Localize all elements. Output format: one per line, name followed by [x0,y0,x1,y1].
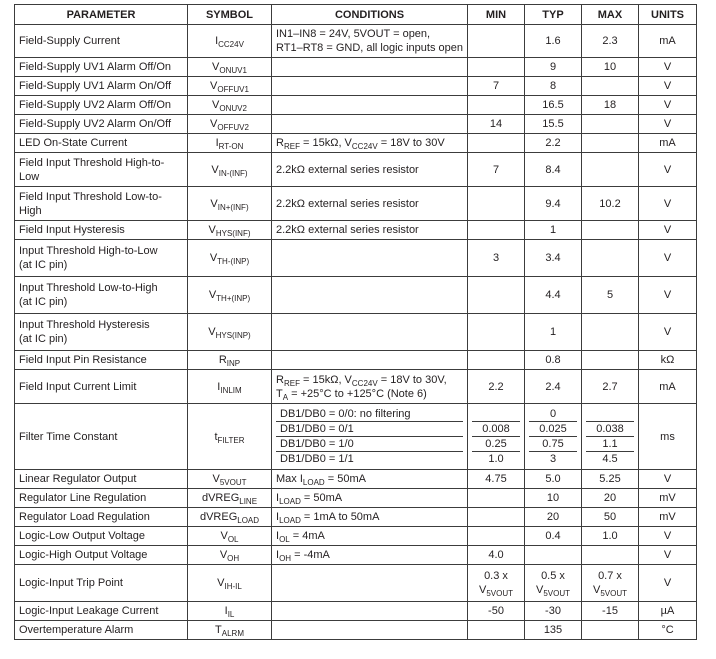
conditions-cell [272,565,468,602]
typ-cell: 3.4 [525,240,582,277]
typ-cell: 4.4 [525,277,582,314]
conditions-cell [272,240,468,277]
symbol-cell: $V_{IN-(INF)}$ [188,153,272,187]
min-cell: 4.75 [468,470,525,489]
symbol-cell: $V_{TH-(INP)}$ [188,240,272,277]
filter-max-value: 1.1 [586,437,634,452]
units-cell: V [639,470,697,489]
conditions-cell: $I_{OL} = 4mA$ [272,527,468,546]
max-cell [582,221,639,240]
symbol-cell: $V_{HYS(INP)}$ [188,314,272,351]
param-cell: Input Threshold High-to-Low (at IC pin) [15,240,188,277]
typ-cell: 8 [525,77,582,96]
symbol-cell: $I_{CC24V}$ [188,25,272,58]
typ-cell: 10 [525,489,582,508]
min-cell: 7 [468,153,525,187]
filter-typ-value: 0.75 [529,437,577,452]
param-cell: Input Threshold Low-to-High (at IC pin) [15,277,188,314]
typ-cell: 20 [525,508,582,527]
param-cell: Field-Supply UV2 Alarm On/Off [15,115,188,134]
units-cell: kΩ [639,351,697,370]
max-cell: 2.7 [582,370,639,404]
header-symbol: SYMBOL [188,5,272,25]
units-cell: V [639,277,697,314]
units-cell: V [639,77,697,96]
symbol-cell: $I_{RT-ON}$ [188,134,272,153]
min-cell: 3 [468,240,525,277]
param-cell: Logic-High Output Voltage [15,546,188,565]
typ-cell: 16.5 [525,96,582,115]
param-cell: Logic-Low Output Voltage [15,527,188,546]
max-cell [582,546,639,565]
table-row [15,404,697,470]
max-cell: 0.7 x $V_{5VOUT}$ [582,565,639,602]
min-cell [468,314,525,351]
table-row [15,25,697,58]
min-cell: 4.0 [468,546,525,565]
min-cell [468,96,525,115]
table-row [15,221,697,240]
header-conditions: CONDITIONS [272,5,468,25]
typ-cell [525,546,582,565]
units-cell: V [639,58,697,77]
max-cell: 5.25 [582,470,639,489]
conditions-cell [272,277,468,314]
filter-max-value: 0.038 [586,422,634,437]
filter-min-value: 1.0 [488,453,504,465]
max-cell [582,153,639,187]
max-cell [582,115,639,134]
min-cell: 7 [468,77,525,96]
min-cell [468,134,525,153]
conditions-cell: $I_{OH} = -4mA$ [272,546,468,565]
min-cell [468,621,525,640]
min-cell [468,527,525,546]
max-cell [582,240,639,277]
filter-typ-value: 0 [529,407,577,422]
header-max: MAX [582,5,639,25]
param-cell: Field Input Threshold High-to- Low [15,153,188,187]
table-row [15,489,697,508]
typ-cell: 1 [525,314,582,351]
typ-cell: 9.4 [525,187,582,221]
conditions-cell [272,115,468,134]
table-row [15,240,697,277]
min-cell [468,489,525,508]
max-cell: 2.3 [582,25,639,58]
max-cell: 5 [582,277,639,314]
header-typ: TYP [525,5,582,25]
filter-cond: DB1/DB0 = 0/0: no filtering [276,407,463,422]
typ-cell: 8.4 [525,153,582,187]
units-cell: V [639,115,697,134]
filter-min-value: 0.008 [472,422,520,437]
symbol-cell: $V_{OH}$ [188,546,272,565]
filter-conditions [272,404,468,470]
filter-cond: DB1/DB0 = 0/1 [276,422,463,437]
table-row [15,546,697,565]
max-cell [582,621,639,640]
table-row [15,58,697,77]
table-row [15,277,697,314]
table-row [15,187,697,221]
symbol-cell: $I_{INLIM}$ [188,370,272,404]
min-cell: 0.3 x $V_{5VOUT}$ [468,565,525,602]
param-cell: Field Input Pin Resistance [15,351,188,370]
header-units: UNITS [639,5,697,25]
units-cell: V [639,221,697,240]
typ-cell: 0.5 x $V_{5VOUT}$ [525,565,582,602]
min-cell [468,58,525,77]
units-cell: V [639,240,697,277]
typ-cell: 2.2 [525,134,582,153]
typ-cell: 2.4 [525,370,582,404]
min-cell [468,277,525,314]
param-cell: LED On-State Current [15,134,188,153]
symbol-cell: dVREG$_{LINE}$ [188,489,272,508]
units-cell: mV [639,489,697,508]
units-cell: V [639,187,697,221]
param-cell: Field Input Current Limit [15,370,188,404]
conditions-cell: $I_{LOAD} = 50mA$ [272,489,468,508]
table-row [15,527,697,546]
units-cell: mV [639,508,697,527]
min-cell [468,221,525,240]
typ-cell: 0.8 [525,351,582,370]
filter-typ-value: 3 [549,453,557,465]
max-cell: 20 [582,489,639,508]
symbol-cell: $V_{OFFUV2}$ [188,115,272,134]
conditions-cell [272,58,468,77]
units-cell: V [639,153,697,187]
min-cell [468,187,525,221]
table-row [15,96,697,115]
symbol-cell: $I_{IL}$ [188,602,272,621]
typ-cell: 1.6 [525,25,582,58]
filter-min [468,404,525,470]
filter-typ [525,404,582,470]
units-cell: ms [639,404,697,470]
conditions-cell [272,351,468,370]
symbol-cell: $V_{ONUV2}$ [188,96,272,115]
min-cell [468,351,525,370]
table-row [15,134,697,153]
filter-min-value [472,407,520,422]
typ-cell: 135 [525,621,582,640]
max-cell [582,351,639,370]
max-cell [582,77,639,96]
param-cell: Filter Time Constant [15,404,188,470]
conditions-cell [272,77,468,96]
table-row [15,115,697,134]
conditions-cell: 2.2kΩ external series resistor [272,187,468,221]
symbol-cell: $V_{OFFUV1}$ [188,77,272,96]
max-cell: -15 [582,602,639,621]
param-cell: Field-Supply UV1 Alarm On/Off [15,77,188,96]
typ-cell: -30 [525,602,582,621]
header-min: MIN [468,5,525,25]
symbol-cell: $V_{HYS(INF)}$ [188,221,272,240]
param-cell: Linear Regulator Output [15,470,188,489]
filter-cond: DB1/DB0 = 1/0 [276,437,463,452]
param-cell: Logic-Input Trip Point [15,565,188,602]
units-cell: mA [639,370,697,404]
filter-max-value [586,407,634,422]
table-row [15,470,697,489]
electrical-characteristics-table [14,4,697,640]
symbol-cell: $V_{OL}$ [188,527,272,546]
filter-min-value: 0.25 [472,437,520,452]
filter-cond: DB1/DB0 = 1/1 [280,453,354,465]
conditions-cell: 2.2kΩ external series resistor [272,221,468,240]
units-cell: V [639,546,697,565]
units-cell: °C [639,621,697,640]
units-cell: V [639,96,697,115]
units-cell: mA [639,134,697,153]
typ-cell: 15.5 [525,115,582,134]
conditions-cell: $R_{REF} = 15k\Omega$, $V_{CC24V} = 18V$ to 30V, $T_A = +25^\circ C$ to +125°C (Note 6) [272,370,468,404]
table-row [15,565,697,602]
typ-cell: 9 [525,58,582,77]
param-cell: Logic-Input Leakage Current [15,602,188,621]
table-row [15,314,697,351]
symbol-cell: $V_{TH+(INP)}$ [188,277,272,314]
table-row [15,508,697,527]
param-cell: Field-Supply UV1 Alarm Off/On [15,58,188,77]
units-cell: µA [639,602,697,621]
min-cell: 2.2 [468,370,525,404]
symbol-cell: $V_{IH-IL}$ [188,565,272,602]
min-cell [468,508,525,527]
min-cell: 14 [468,115,525,134]
table-row [15,77,697,96]
max-cell [582,314,639,351]
table-row [15,621,697,640]
symbol-cell: $V_{5VOUT}$ [188,470,272,489]
max-cell: 50 [582,508,639,527]
conditions-cell [272,621,468,640]
table-row [15,602,697,621]
min-cell [468,25,525,58]
table-row [15,370,697,404]
param-cell: Field Input Hysteresis [15,221,188,240]
conditions-cell: $R_{REF} = 15k\Omega$, $V_{CC24V} = 18V$ to 30V [272,134,468,153]
param-cell: Overtemperature Alarm [15,621,188,640]
symbol-cell: $V_{ONUV1}$ [188,58,272,77]
conditions-cell: IN1–IN8 = 24V, 5VOUT = open, RT1–RT8 = GND, all logic inputs open [272,25,468,58]
param-cell: Field-Supply UV2 Alarm Off/On [15,96,188,115]
param-cell: Input Threshold Hysteresis (at IC pin) [15,314,188,351]
typ-cell: 5.0 [525,470,582,489]
conditions-cell [272,314,468,351]
symbol-cell: dVREG$_{LOAD}$ [188,508,272,527]
typ-cell: 0.4 [525,527,582,546]
table-row [15,153,697,187]
header-row [15,5,697,25]
units-cell: mA [639,25,697,58]
conditions-cell: $I_{LOAD} = 1mA$ to 50mA [272,508,468,527]
min-cell: -50 [468,602,525,621]
symbol-cell: $R_{INP}$ [188,351,272,370]
max-cell: 18 [582,96,639,115]
max-cell: 10.2 [582,187,639,221]
max-cell: 10 [582,58,639,77]
filter-max [582,404,639,470]
conditions-cell: 2.2kΩ external series resistor [272,153,468,187]
param-cell: Regulator Line Regulation [15,489,188,508]
units-cell: V [639,565,697,602]
param-cell: Regulator Load Regulation [15,508,188,527]
typ-cell: 1 [525,221,582,240]
units-cell: V [639,314,697,351]
max-cell [582,134,639,153]
param-cell: Field-Supply Current [15,25,188,58]
table-row [15,351,697,370]
filter-typ-value: 0.025 [529,422,577,437]
header-parameter: PARAMETER [15,5,188,25]
symbol-cell: $t_{FILTER}$ [188,404,272,470]
max-cell: 1.0 [582,527,639,546]
conditions-cell [272,602,468,621]
filter-max-value: 4.5 [602,453,618,465]
symbol-cell: $V_{IN+(INF)}$ [188,187,272,221]
units-cell: V [639,527,697,546]
conditions-cell [272,96,468,115]
symbol-cell: $T_{ALRM}$ [188,621,272,640]
param-cell: Field Input Threshold Low-to- High [15,187,188,221]
conditions-cell: Max $I_{LOAD} = 50mA$ [272,470,468,489]
